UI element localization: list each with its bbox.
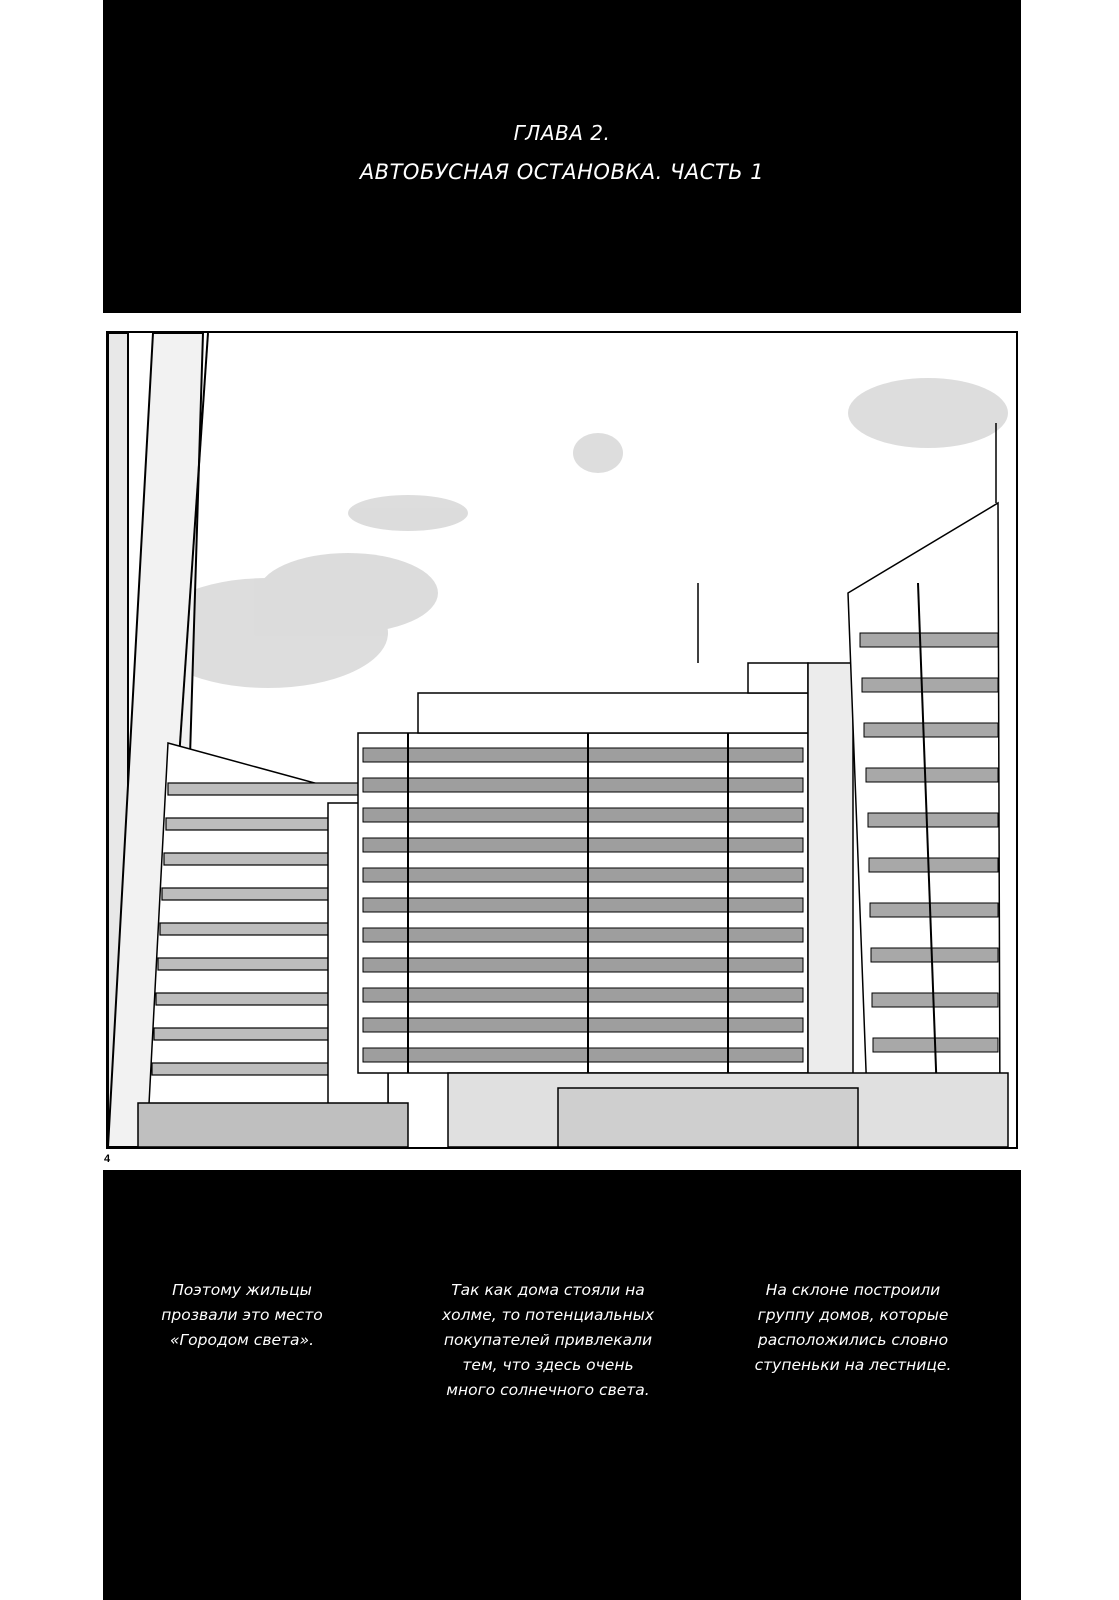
caption-line: Поэтому жильцы <box>172 1281 312 1299</box>
caption-line: Так как дома стояли на <box>451 1281 645 1299</box>
caption-line: «Городом света». <box>169 1331 315 1349</box>
caption-line: расположились словно <box>757 1331 949 1349</box>
page-number: 4 <box>104 1153 111 1165</box>
chapter-number: ГЛАВА 2. <box>513 121 611 145</box>
caption-line: покупателей привлекали <box>443 1331 653 1349</box>
chapter-header-panel <box>103 0 1021 313</box>
caption-left <box>157 1278 327 1353</box>
caption-center <box>428 1278 668 1403</box>
caption-line: прозвали это место <box>161 1306 323 1324</box>
caption-line: ступеньки на лестнице. <box>754 1356 952 1374</box>
caption-line: На склоне построили <box>765 1281 941 1299</box>
chapter-title: АВТОБУСНАЯ ОСТАНОВКА. ЧАСТЬ 1 <box>359 160 765 184</box>
apartment-buildings-illustration <box>106 331 1018 1149</box>
caption-line: группу домов, которые <box>757 1306 949 1324</box>
caption-line: много солнечного света. <box>446 1381 650 1399</box>
caption-panel <box>103 1170 1021 1600</box>
caption-line: холме, то потенциальных <box>441 1306 655 1324</box>
caption-right <box>733 1278 973 1378</box>
caption-line: тем, что здесь очень <box>462 1356 634 1374</box>
